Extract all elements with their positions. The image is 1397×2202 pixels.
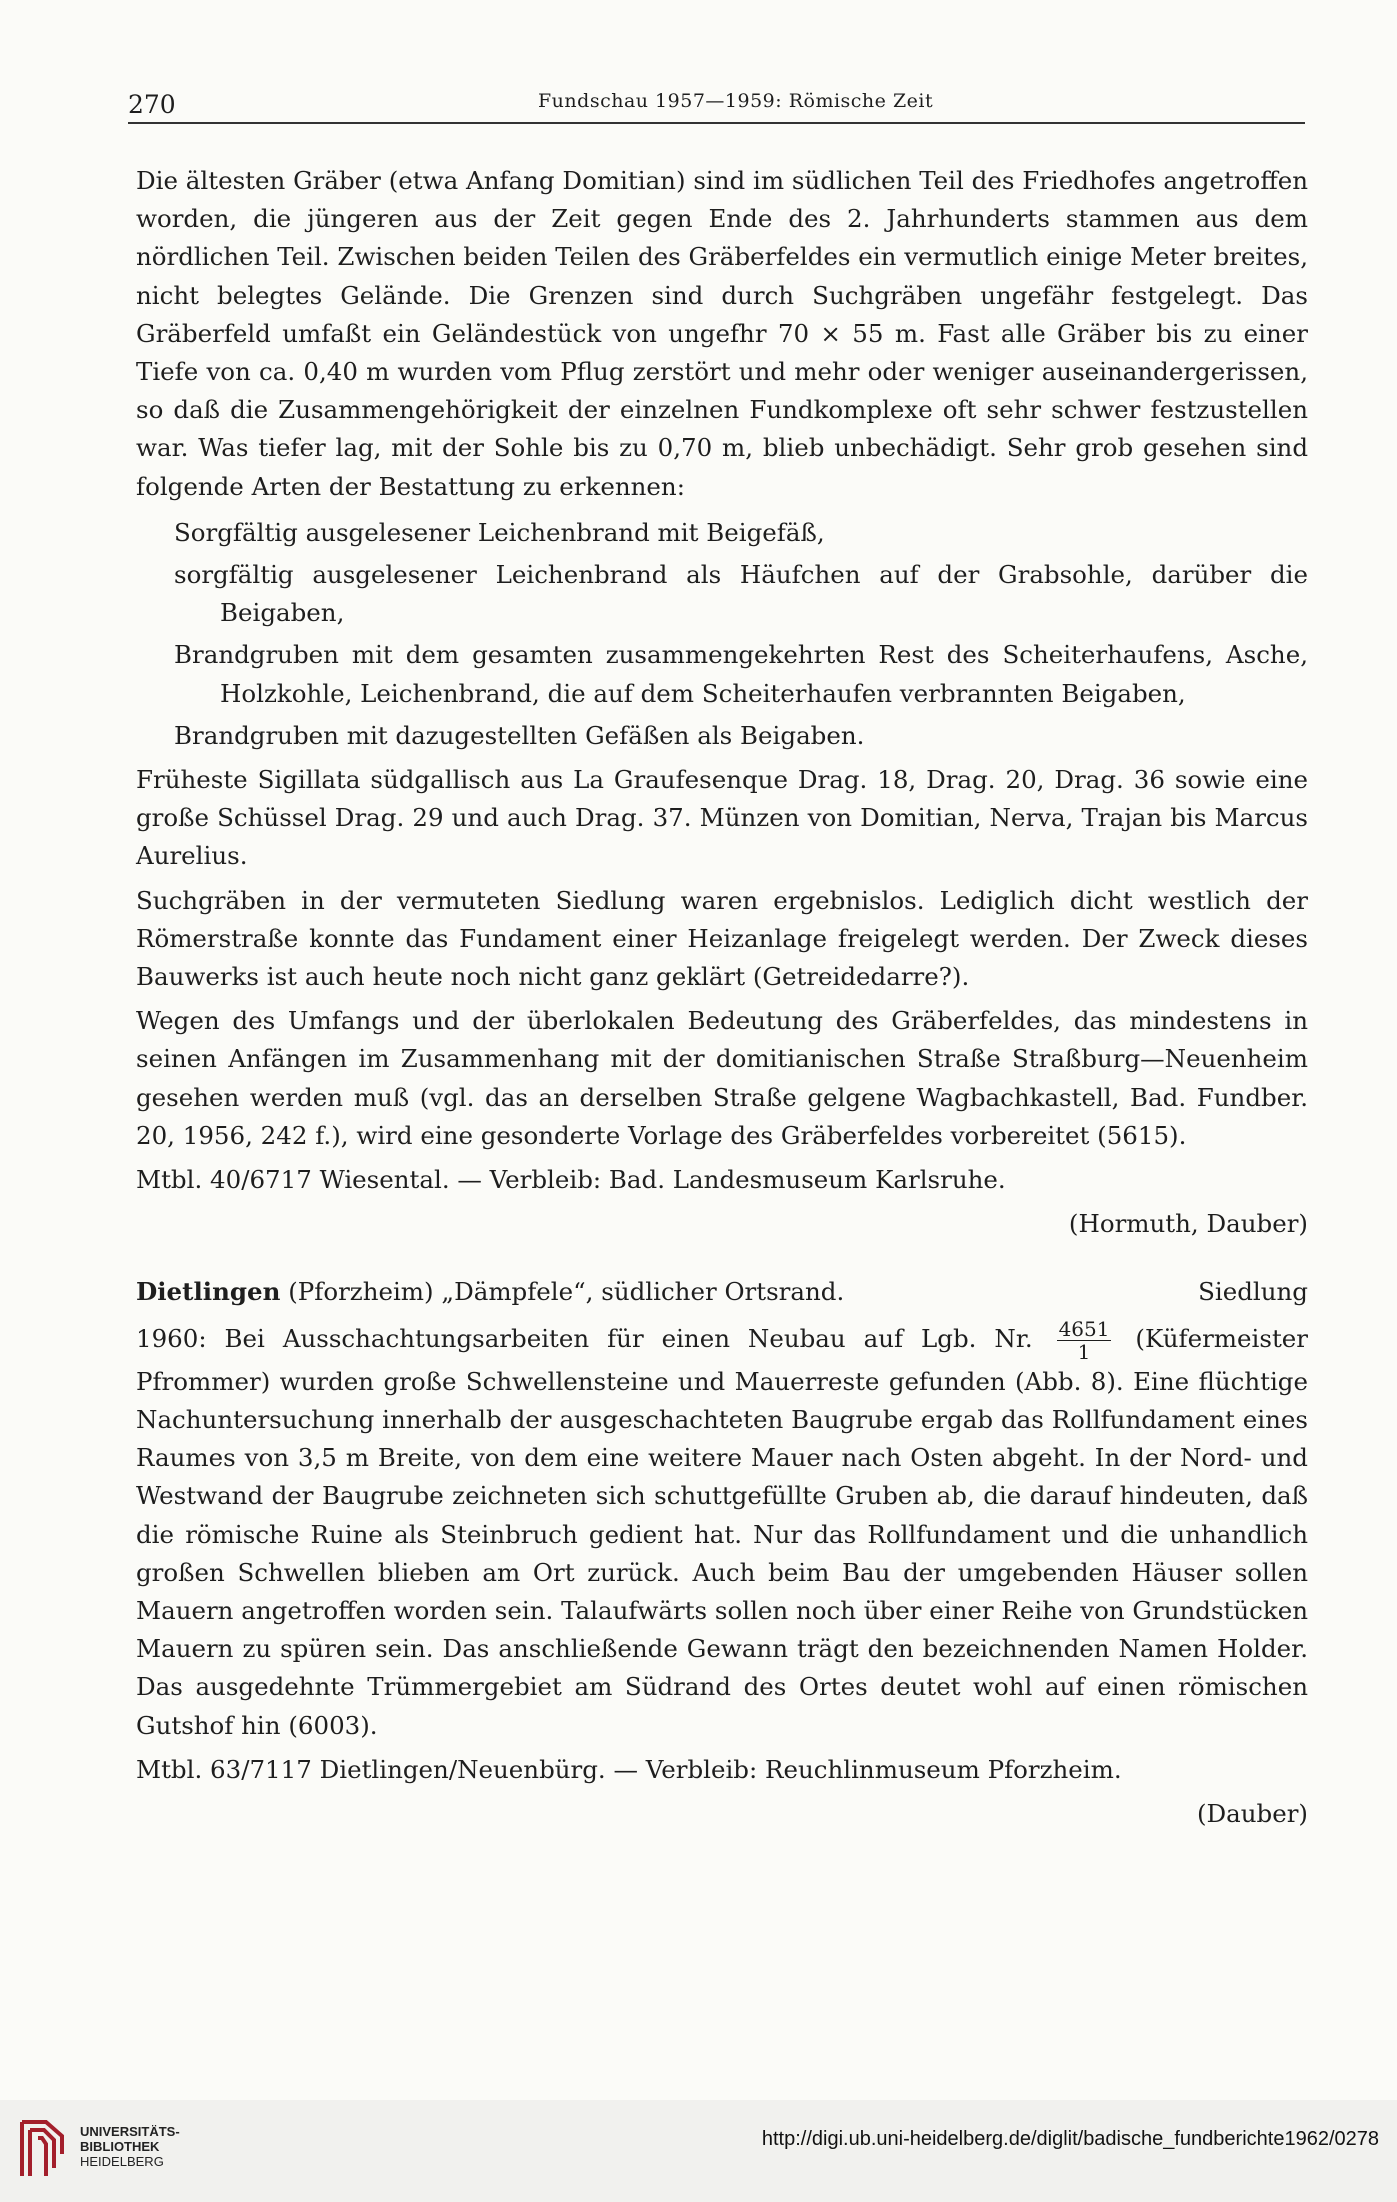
reference-line: Mtbl. 40/6717 Wiesental. — Verbleib: Bad. Landesmuseum Karlsruhe. <box>136 1165 1006 1195</box>
paragraph <box>136 1318 1308 1745</box>
page-body <box>136 162 1308 1839</box>
place-name: Dietlingen <box>136 1277 281 1307</box>
source-url-link[interactable]: http://digi.ub.uni-heidelberg.de/diglit/badische_fundberichte1962/0278 <box>761 2128 1379 2150</box>
page-header <box>128 82 1305 124</box>
burial-list <box>174 514 1308 755</box>
library-name-line: BIBLIOTHEK <box>80 2139 160 2154</box>
entry-category: Siedlung <box>1198 1277 1308 1307</box>
place-detail: (Pforzheim) „Dämpfele“, südlicher Ortsrand. <box>280 1277 845 1307</box>
paragraph: Früheste Sigillata südgallisch aus La Graufesenque Drag. 18, Drag. 20, Drag. 36 sowie eine große Schüssel Drag. 29 und auch Drag. 37. Münzen von Domitian, Nerva, Trajan bis Marcus Aurelius. <box>136 765 1308 871</box>
paragraph: Suchgräben in der vermuteten Siedlung waren ergebnislos. Lediglich dicht westlich der Römerstraße konnte das Fundament einer Heizanlage freigelegt werden. Der Zweck dieses Bauwerks ist auch heute noch nicht ganz geklärt (Getreidedarre?). <box>136 885 1308 992</box>
author-credit: (Dauber) <box>1196 1798 1308 1828</box>
list-item: Sorgfältig ausgelesener Leichenbrand mit Beigefäß, <box>174 517 825 547</box>
fraction-numerator: 4651 <box>1058 1316 1110 1341</box>
paragraph: Wegen des Umfangs und der überlokalen Bedeutung des Gräberfeldes, das mindestens in seinen Anfängen im Zusammenhang mit der domitianischen Straße Straßburg—Neuenheim gesehen werden muß (vgl. das an derselben Straße gelgene Wagbachkastell, Bad. Fundber. 20, 1956, 242 f.), wird eine gesonderte Vorlage des Gräberfeldes vorbereitet (5615). <box>136 1006 1308 1150</box>
parcel-fraction <box>1057 1318 1112 1363</box>
running-title: Fundschau 1957—1959: Römische Zeit <box>538 90 934 112</box>
paragraph: Die ältesten Gräber (etwa Anfang Domitian) sind im südlichen Teil des Friedhofes angetroffen worden, die jüngeren aus der Zeit gegen Ende des 2. Jahrhunderts stammen aus dem nördlichen Teil. Zwischen beiden Teilen des Gräberfeldes ein vermutlich einige Meter breites, nicht belegtes Gelände. Die Grenzen sind durch Suchgräben ungefähr festgelegt. Das Gräberfeld umfaßt ein Geländestück von ungefhr 70 × 55 m. Fast alle Gräber bis zu einer Tiefe von ca. 0,40 m wurden vom Pflug zerstört und mehr oder weniger auseinandergerissen, so daß die Zusammengehörigkeit der einzelnen Fundkomplexe oft sehr schwer festzustellen war. Was tiefer lag, mit der Sohle bis zu 0,70 m, blieb unbechädigt. Sehr grob gesehen sind folgende Arten der Bestattung zu erkennen: <box>136 166 1308 501</box>
text-after-fraction: (Küfermeister Pfrommer) wurden große Schwellensteine und Mauerreste gefunden (Abb. 8). Eine flüchtige Nachuntersuchung innerhalb der ausgeschachteten Baugrube ergab das Rollfundament eines Raumes von 3,5 m Breite, von dem eine weitere Mauer nach Osten abgeht. In der Nord- und Westwand der Baugrube zeichneten sich schuttgefüllte Gruben ab, die darauf hindeuten, daß die römische Ruine als Steinbruch gedient hat. Nur das Rollfundament und die unhandlich großen Schwellen blieben am Ort zurück. Auch beim Bau der umgebenden Häuser sollen Mauern angetroffen worden sein. Talaufwärts sollen noch über einer Reihe von Grundstücken Mauern zu spüren sein. Das anschließende Gewann trägt den bezeichnenden Namen Holder. Das ausgedehnte Trümmergebiet am Südrand des Ortes deutet wohl auf einen römischen Gutshof hin (6003). <box>136 1323 1308 1740</box>
list-item: sorgfältig ausgelesener Leichenbrand als Häufchen auf der Grabsohle, darüber die Beigaben, <box>174 560 1308 628</box>
university-library-logo-icon <box>14 2116 70 2182</box>
list-item: Brandgruben mit dem gesamten zusammengekehrten Rest des Scheiterhaufens, Asche, Holzkohle, Leichenbrand, die auf dem Scheiterhaufen verbrannten Beigaben, <box>174 640 1308 708</box>
entry-location <box>136 1273 844 1311</box>
library-name-line: UNIVERSITÄTS- <box>80 2124 180 2139</box>
entry-heading <box>136 1273 1308 1311</box>
text-before-fraction: 1960: Bei Ausschachtungsarbeiten für einen Neubau auf Lgb. Nr. <box>136 1323 1033 1353</box>
list-item: Brandgruben mit dazugestellten Gefäßen als Beigaben. <box>174 720 865 750</box>
author-credit: (Hormuth, Dauber) <box>1068 1209 1308 1239</box>
reference-line: Mtbl. 63/7117 Dietlingen/Neuenbürg. — Verbleib: Reuchlinmuseum Pforzheim. <box>136 1754 1122 1784</box>
fraction-denominator: 1 <box>1077 1339 1091 1364</box>
page-number: 270 <box>128 90 176 119</box>
library-name-line: HEIDELBERG <box>80 2154 164 2169</box>
footer-bar <box>0 2100 1397 2202</box>
library-name <box>80 2124 180 2169</box>
